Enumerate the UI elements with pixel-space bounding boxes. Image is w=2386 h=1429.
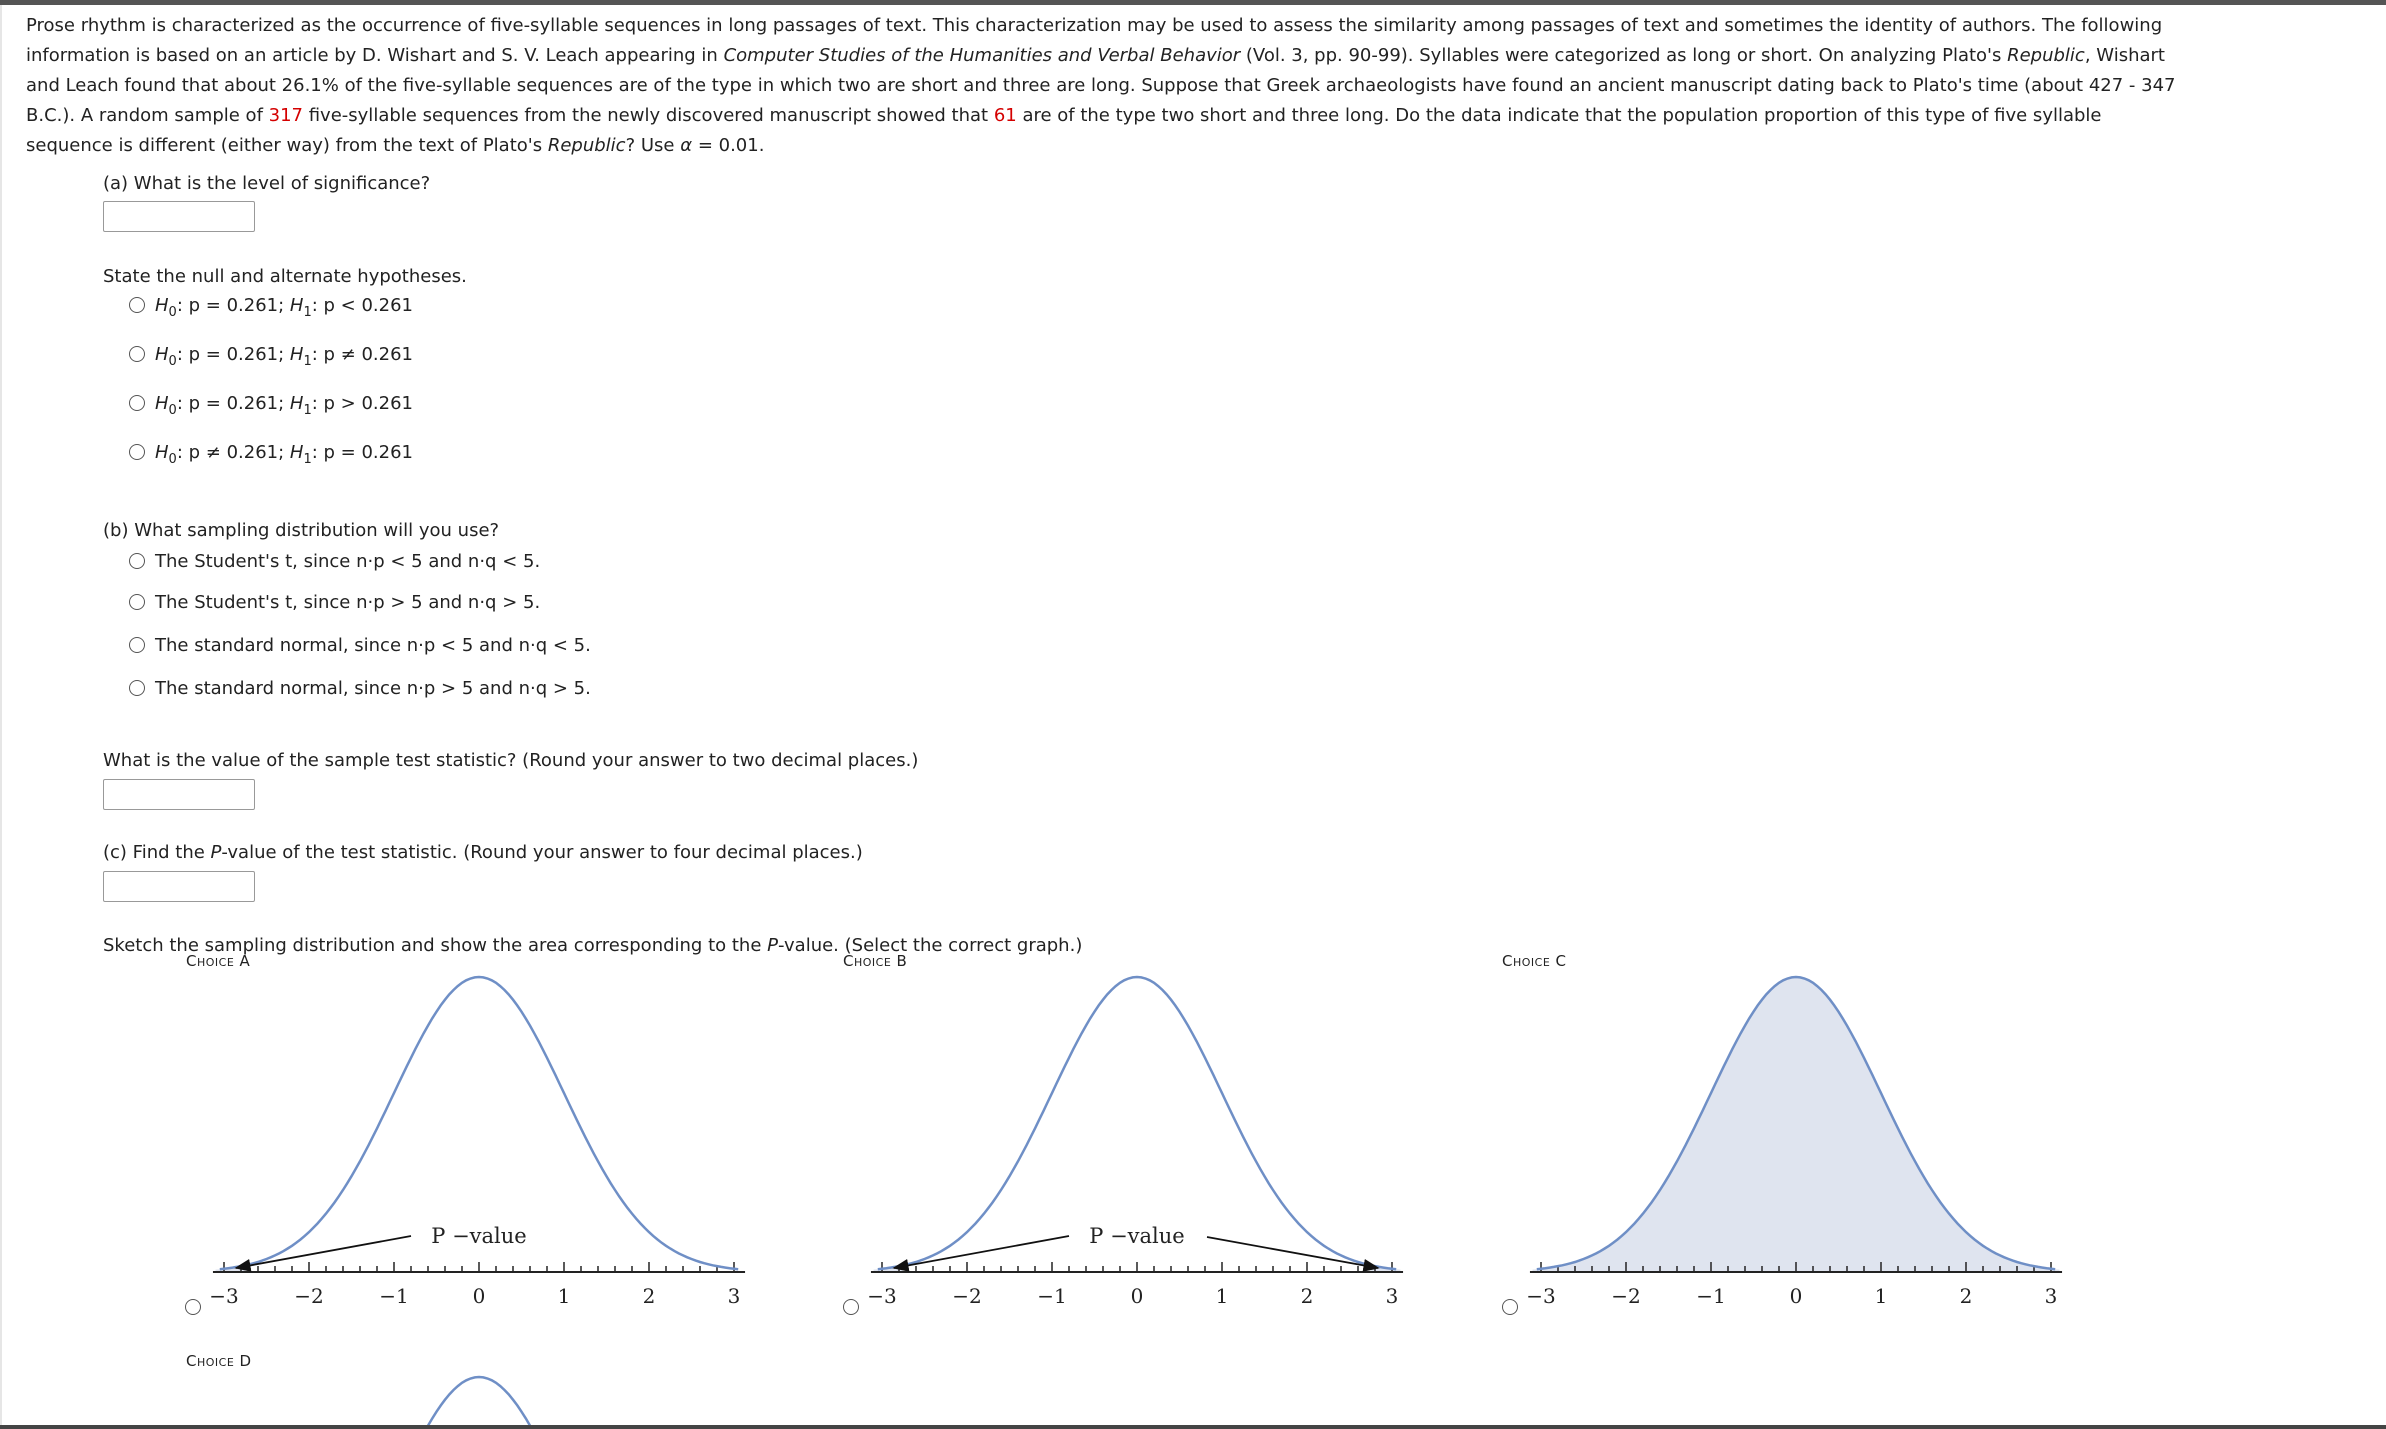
- prompt-text: -value. (Select the correct graph.): [778, 935, 1083, 956]
- subscript: 1: [303, 452, 312, 467]
- subscript: 0: [168, 403, 177, 418]
- p-value-label: P −value: [431, 1224, 527, 1248]
- tick-label: −1: [1037, 1284, 1067, 1308]
- tick-label: 3: [727, 1284, 741, 1308]
- subscript: 1: [303, 305, 312, 320]
- tick-label: −3: [1526, 1284, 1556, 1308]
- problem-text: , Wishart: [2084, 45, 2165, 66]
- h-symbol: H: [155, 442, 169, 463]
- journal-title: Computer Studies of the Humanities and Verbal Behavior: [723, 45, 1241, 66]
- tick-label: −3: [867, 1284, 897, 1308]
- problem-text: information is based on an article by D. Wishart and S. V. Leach appearing in: [26, 45, 724, 66]
- tick-label: −1: [379, 1284, 409, 1308]
- alternate-hypothesis: : p > 0.261: [311, 393, 413, 414]
- alternate-hypothesis: : p < 0.261: [311, 295, 413, 316]
- choice-c-radio[interactable]: [1502, 1299, 1518, 1315]
- p-value-arrow-right: [1207, 1237, 1378, 1268]
- book-title: Republic: [547, 135, 626, 156]
- choice-c-label: Choice C: [1502, 952, 1567, 970]
- h-symbol: H: [289, 393, 304, 414]
- h-symbol: H: [155, 344, 169, 365]
- option-label: The standard normal, since n·p < 5 and n·q < 5.: [155, 635, 591, 656]
- problem-text: sequence is different (either way) from the text of Plato's: [26, 135, 548, 156]
- normal-curve-choice-d: [428, 1377, 530, 1426]
- tick-label: −1: [1696, 1284, 1726, 1308]
- option-label: The Student's t, since n·p > 5 and n·q > 5.: [155, 592, 541, 613]
- tick-label: 2: [642, 1284, 656, 1308]
- tick-label: 0: [1789, 1284, 1803, 1308]
- problem-text: five-syllable sequences from the newly discovered manuscript showed that: [303, 105, 994, 126]
- p-value-arrow-left: [236, 1236, 411, 1268]
- choice-d-label: Choice D: [186, 1352, 252, 1370]
- problem-line: Prose rhythm is characterized as the occurrence of five-syllable sequences in long passages of text. This characterization may be used to assess the similarity among passages of text and sometimes the identity of authors. The following: [26, 15, 2163, 36]
- tick-label: 1: [557, 1284, 571, 1308]
- problem-text: B.C.). A random sample of: [26, 105, 269, 126]
- subscript: 0: [168, 354, 177, 369]
- problem-text: (Vol. 3, pp. 90-99). Syllables were categorized as long or short. On analyzing Plato's: [1240, 45, 2008, 66]
- choice-b-label: Choice B: [843, 952, 908, 970]
- null-hypothesis: : p = 0.261;: [176, 393, 290, 414]
- problem-text: are of the type two short and three long. Do the data indicate that the population proportion of this type of five syllable: [1016, 105, 2102, 126]
- choice-a-radio[interactable]: [185, 1299, 201, 1315]
- tick-label: 0: [472, 1284, 486, 1308]
- subscript: 1: [303, 354, 312, 369]
- question-text: (c) Find the: [103, 842, 211, 863]
- part-a-question: (a) What is the level of significance?: [103, 173, 431, 194]
- problem-text: = 0.01.: [692, 135, 765, 156]
- tick-label: −2: [952, 1284, 982, 1308]
- null-hypothesis: : p = 0.261;: [176, 295, 290, 316]
- tick-label: −2: [1611, 1284, 1641, 1308]
- h-symbol: H: [289, 344, 304, 365]
- tick-label: 2: [1300, 1284, 1314, 1308]
- tick-label: −2: [294, 1284, 324, 1308]
- h-symbol: H: [155, 393, 169, 414]
- subscript: 1: [303, 403, 312, 418]
- alternate-hypothesis: : p ≠ 0.261: [311, 344, 413, 365]
- tick-label: 3: [2044, 1284, 2058, 1308]
- hypotheses-prompt: State the null and alternate hypotheses.: [103, 266, 467, 287]
- tick-label: 1: [1874, 1284, 1888, 1308]
- tick-label: 1: [1215, 1284, 1229, 1308]
- h-symbol: H: [289, 295, 304, 316]
- problem-line: and Leach found that about 26.1% of the five-syllable sequences are of the type in which two are short and three are long. Suppose that Greek archaeologists have found an ancient manuscript dating back to Plato's time (about 427 - 347: [26, 75, 2176, 96]
- subscript: 0: [168, 452, 177, 467]
- prompt-text: Sketch the sampling distribution and show the area corresponding to the: [103, 935, 768, 956]
- choice-a-label: Choice A: [186, 952, 251, 970]
- tick-label: 3: [1385, 1284, 1399, 1308]
- tick-label: 2: [1959, 1284, 1973, 1308]
- bottom-bar: [0, 1425, 2386, 1429]
- part-b-question: (b) What sampling distribution will you use?: [103, 520, 500, 541]
- question-text: P: [210, 842, 222, 863]
- p-value-label: P −value: [1089, 1224, 1185, 1248]
- alternate-hypothesis: : p = 0.261: [311, 442, 413, 463]
- prompt-text: P: [767, 935, 778, 956]
- problem-text: ? Use: [625, 135, 681, 156]
- success-count: 61: [993, 105, 1017, 126]
- tick-label: −3: [209, 1284, 239, 1308]
- book-title: Republic: [2007, 45, 2085, 66]
- sample-size: 317: [268, 105, 303, 126]
- null-hypothesis: : p ≠ 0.261;: [176, 442, 290, 463]
- h-symbol: H: [155, 295, 169, 316]
- null-hypothesis: : p = 0.261;: [176, 344, 290, 365]
- test-statistic-question: What is the value of the sample test statistic? (Round your answer to two decimal places.): [103, 750, 919, 771]
- alpha-symbol: α: [680, 135, 693, 156]
- shaded-area: [1533, 977, 2060, 1272]
- question-text: -value of the test statistic. (Round your answer to four decimal places.): [221, 842, 863, 863]
- h-symbol: H: [289, 442, 304, 463]
- subscript: 0: [168, 305, 177, 320]
- choice-b-radio[interactable]: [843, 1299, 859, 1315]
- tick-label: 0: [1130, 1284, 1144, 1308]
- option-label: The Student's t, since n·p < 5 and n·q < 5.: [155, 551, 541, 572]
- option-label: The standard normal, since n·p > 5 and n·q > 5.: [155, 678, 591, 699]
- p-value-arrow-left: [894, 1236, 1069, 1268]
